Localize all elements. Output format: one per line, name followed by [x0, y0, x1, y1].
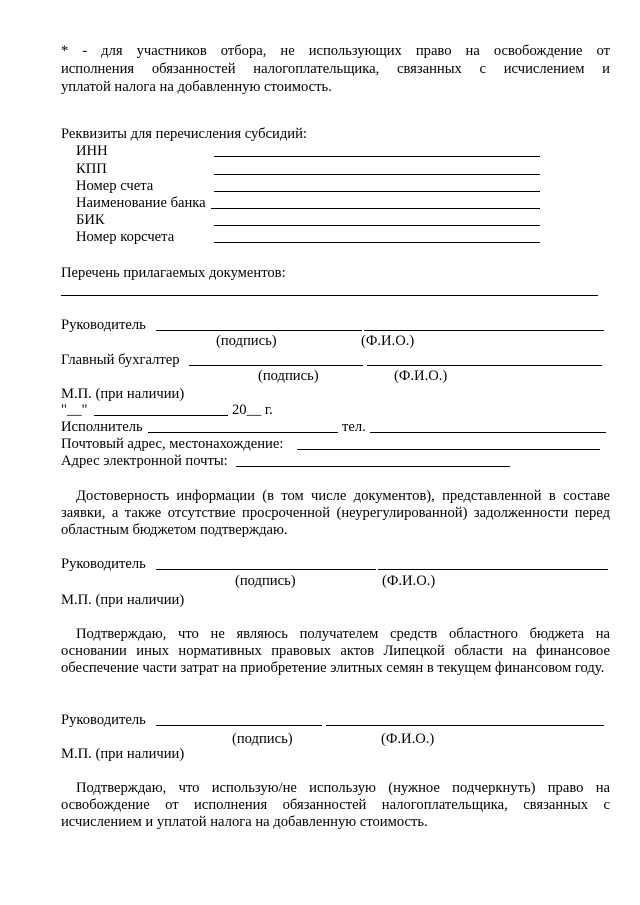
- date-year: 20__ г.: [232, 402, 273, 418]
- head-label: Руководитель: [61, 712, 146, 728]
- email-label: Адрес электронной почты:: [61, 453, 228, 469]
- field-bank-label: Наименование банка: [76, 195, 206, 211]
- field-corr-label: Номер корсчета: [76, 229, 175, 245]
- sign-caption: (подпись): [232, 731, 293, 747]
- head-name-blank[interactable]: [364, 330, 604, 331]
- stamp-label: М.П. (при наличии): [61, 386, 185, 402]
- field-corr-blank[interactable]: [214, 242, 540, 243]
- requisites-heading: Реквизиты для перечисления субсидий:: [61, 126, 307, 142]
- field-bik-label: БИК: [76, 212, 105, 228]
- accountant-signature-blank[interactable]: [189, 365, 363, 366]
- sign-caption: (подпись): [235, 573, 296, 589]
- footnote-line-1: * - для участников отбора, не использующих право на освобождение от: [61, 43, 610, 59]
- documents-heading: Перечень прилагаемых документов:: [61, 265, 286, 281]
- head-signature-blank-3[interactable]: [156, 725, 322, 726]
- phone-label: тел.: [342, 419, 366, 435]
- field-kpp-blank[interactable]: [214, 174, 540, 175]
- date-quote: "__": [61, 402, 88, 418]
- address-label: Почтовый адрес, местонахождение:: [61, 436, 284, 452]
- field-bank-blank[interactable]: [211, 208, 540, 209]
- executor-label: Исполнитель: [61, 419, 143, 435]
- name-caption: (Ф.И.О.): [381, 731, 435, 747]
- phone-blank[interactable]: [370, 432, 606, 433]
- field-inn-label: ИНН: [76, 143, 108, 159]
- accountant-name-blank[interactable]: [367, 365, 602, 366]
- date-month-blank[interactable]: [94, 415, 228, 416]
- documents-blank[interactable]: [61, 295, 598, 296]
- head-label: Руководитель: [61, 556, 146, 572]
- stamp-label: М.П. (при наличии): [61, 592, 185, 608]
- head-name-blank-3[interactable]: [326, 725, 604, 726]
- name-caption: (Ф.И.О.): [394, 368, 448, 384]
- confirm-text-2: Подтверждаю, что не являюсь получателем средств областного бюджета на основании иных нормативных правовых актов Липецкой области на финансовое обеспечение части затрат на приобретение элитных семян в текущем финансовом году.: [61, 626, 610, 676]
- head-name-blank-2[interactable]: [378, 569, 608, 570]
- accountant-label: Главный бухгалтер: [61, 352, 180, 368]
- address-blank[interactable]: [297, 449, 600, 450]
- name-caption: (Ф.И.О.): [361, 333, 415, 349]
- name-caption: (Ф.И.О.): [382, 573, 436, 589]
- field-kpp-label: КПП: [76, 161, 107, 177]
- email-blank[interactable]: [236, 466, 510, 467]
- field-account-label: Номер счета: [76, 178, 154, 194]
- sign-caption: (подпись): [216, 333, 277, 349]
- sign-caption: (подпись): [258, 368, 319, 384]
- footnote-line-3: уплатой налога на добавленную стоимость.: [61, 79, 332, 95]
- head-signature-blank[interactable]: [156, 330, 362, 331]
- executor-blank[interactable]: [148, 432, 338, 433]
- field-bik-blank[interactable]: [214, 225, 540, 226]
- confirm-text-3: Подтверждаю, что использую/не использую (нужное подчеркнуть) право на освобождение от исполнения обязанностей налогоплательщика, связанных с исчислением и уплатой налога на добавленную стоимость.: [61, 780, 610, 830]
- head-signature-blank-2[interactable]: [156, 569, 376, 570]
- confirm-text-1: Достоверность информации (в том числе документов), представленной в составе заявки, а также отсутствие просроченной (неурегулированной) задолженности перед областным бюджетом подтверждаю.: [61, 488, 610, 538]
- field-account-blank[interactable]: [214, 191, 540, 192]
- stamp-label: М.П. (при наличии): [61, 746, 185, 762]
- field-inn-blank[interactable]: [214, 156, 540, 157]
- footnote-line-2: исполнения обязанностей налогоплательщика, связанных с исчислением и: [61, 61, 610, 77]
- head-label: Руководитель: [61, 317, 146, 333]
